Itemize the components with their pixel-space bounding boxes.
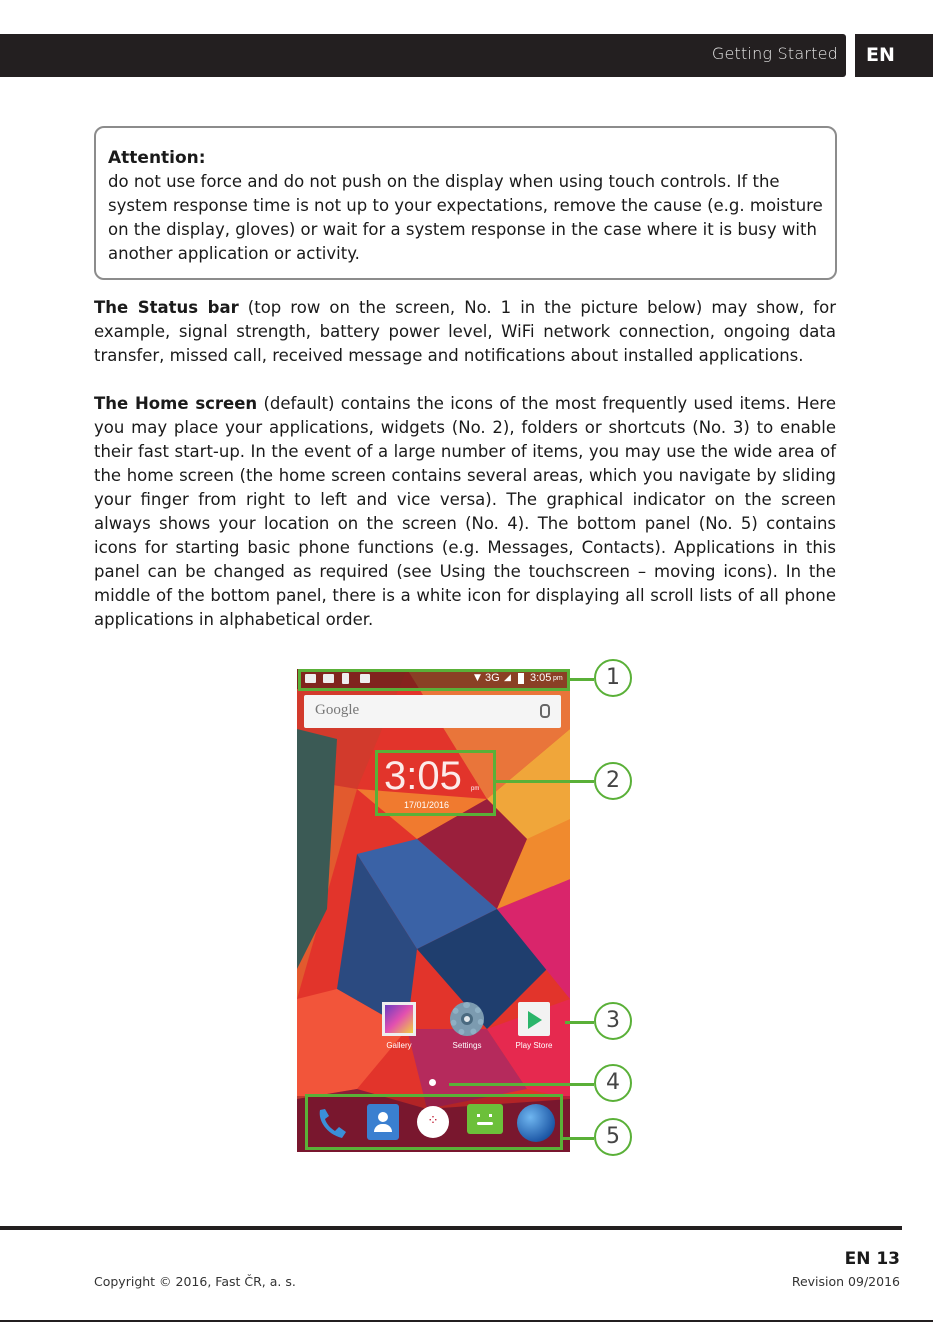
status-bar-paragraph (94, 296, 836, 368)
revision: Revision 09/2016 (791, 1274, 900, 1289)
attention-box (94, 126, 837, 280)
callout-box-dock (305, 1094, 563, 1150)
clock-date: 17/01/2016 (404, 800, 450, 810)
app-label: Play Store (515, 1041, 553, 1050)
apps-drawer-icon[interactable]: ⁘ (417, 1106, 449, 1138)
callout-box-widget (375, 750, 496, 816)
attention-body: do not use force and do not push on the display when using touch controls. If the system response time is not up to your expectations, remove the cause (e.g. moisture on the display, gloves) or wait for a system response in the case where it is busy with another application or activity. (108, 172, 823, 263)
callout-box-status-bar (298, 669, 570, 691)
status-ampm: pm (553, 675, 563, 682)
status-bar-text: (top row on the screen, No. 1 in the picture below) may show, for example, signal strength, battery power level, WiFi network connection, ongoing data transfer, missed call, received message and notifications about installed applications. (94, 298, 836, 365)
microphone-icon[interactable] (540, 704, 550, 718)
app-settings[interactable] (442, 1002, 492, 1057)
section-title: Getting Started (711, 44, 838, 63)
gallery-icon (382, 1002, 416, 1036)
clock-time: 3:05 (384, 754, 462, 798)
callout-line (565, 1021, 594, 1024)
header-bar (0, 34, 846, 77)
play-store-icon (518, 1002, 550, 1036)
wifi-icon: ▼ (474, 673, 481, 683)
app-gallery[interactable] (379, 1002, 419, 1057)
home-screen-text: (default) contains the icons of the most frequently used items. Here you may place your applications, widgets (No. 2), folders or shortcuts (No. 3) to enable their fast start-up. In the event of a large number of items, you may use the wide area of the home screen (the home screen contains several areas, which you navigate by sliding your finger from right to left and vice versa). The graphical indicator on the screen always shows your location on the screen (No. 4). The bottom panel (No. 5) contains icons for starting basic phone functions (e.g. Messages, Contacts). Applications in this panel can be changed as required (see Using the touchscreen – moving icons). In the middle of the bottom panel, there is a white icon for displaying all scroll lists of all phone applications in alphabetical order. (94, 394, 836, 629)
settings-icon (450, 1002, 484, 1036)
clock-ampm: pm (471, 786, 480, 792)
page-number: EN 13 (844, 1249, 900, 1269)
home-screen-paragraph (94, 392, 836, 632)
google-search-bar[interactable] (304, 695, 561, 728)
status-bar-term: The Status bar (94, 298, 239, 317)
attention-title: Attention: (108, 148, 206, 168)
google-logo: Google (315, 702, 360, 718)
callout-5: 5 (594, 1118, 632, 1156)
app-play-store[interactable] (509, 1002, 559, 1057)
callout-3: 3 (594, 1002, 632, 1040)
app-label: Settings (452, 1041, 482, 1050)
bottom-rule (0, 1320, 933, 1322)
page-indicator-dot (429, 1079, 436, 1086)
signal-icon: ◢ (504, 673, 511, 683)
callout-2: 2 (594, 762, 632, 800)
callout-4: 4 (594, 1064, 632, 1102)
language-tag: EN (855, 34, 933, 77)
footer-rule (0, 1226, 902, 1230)
callout-line (563, 1137, 594, 1140)
callout-line (449, 1083, 594, 1086)
callout-line (570, 678, 594, 681)
network-type: 3G (485, 672, 500, 684)
copyright: Copyright © 2016, Fast ČR, a. s. (94, 1274, 296, 1289)
status-time: 3:05 (530, 672, 552, 684)
home-screen-term: The Home screen (94, 394, 258, 413)
app-label: Gallery (386, 1041, 412, 1050)
phone-screenshot (297, 669, 570, 1152)
callout-1: 1 (594, 659, 632, 697)
callout-line (496, 780, 594, 783)
